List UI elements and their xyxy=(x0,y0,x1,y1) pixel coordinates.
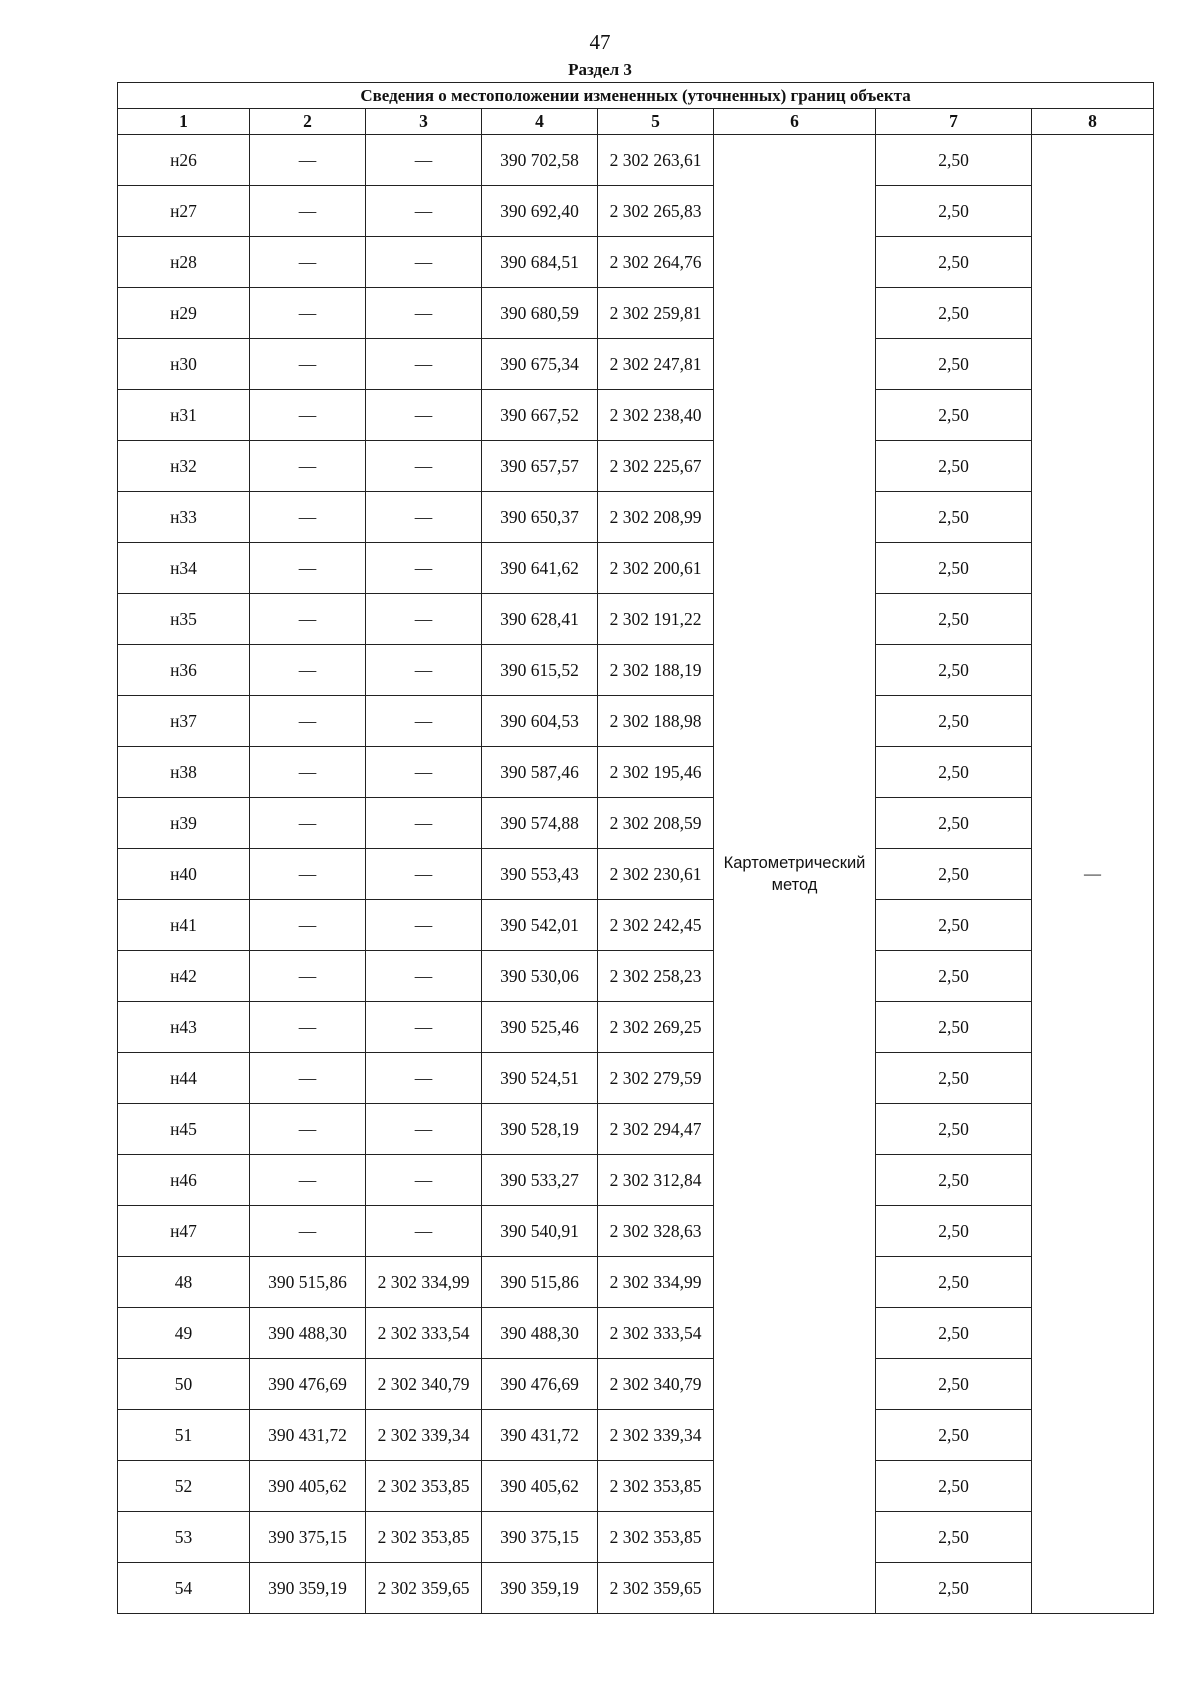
point-number-cell: 53 xyxy=(118,1512,250,1563)
page-number: 47 xyxy=(589,30,611,54)
point-number-cell: н31 xyxy=(118,390,250,441)
table-row xyxy=(118,1461,1154,1512)
new-y-cell: 2 302 328,63 xyxy=(598,1206,714,1257)
new-y-cell: 2 302 263,61 xyxy=(598,135,714,186)
old-y-cell: 2 302 353,85 xyxy=(366,1461,482,1512)
old-x-cell: 390 515,86 xyxy=(250,1257,366,1308)
old-x-cell: — xyxy=(250,798,366,849)
table-row xyxy=(118,1155,1154,1206)
point-number-cell: н28 xyxy=(118,237,250,288)
old-y-cell: — xyxy=(366,1206,482,1257)
new-y-cell: 2 302 353,85 xyxy=(598,1461,714,1512)
new-y-cell: 2 302 242,45 xyxy=(598,900,714,951)
old-x-cell: — xyxy=(250,594,366,645)
accuracy-cell: 2,50 xyxy=(876,1002,1032,1053)
old-y-cell: — xyxy=(366,849,482,900)
table-row xyxy=(118,543,1154,594)
new-x-cell: 390 684,51 xyxy=(482,237,598,288)
point-number-cell: н35 xyxy=(118,594,250,645)
old-y-cell: 2 302 353,85 xyxy=(366,1512,482,1563)
column-header: 4 xyxy=(482,109,598,135)
accuracy-cell: 2,50 xyxy=(876,798,1032,849)
old-y-cell: — xyxy=(366,951,482,1002)
new-y-cell: 2 302 258,23 xyxy=(598,951,714,1002)
table-row xyxy=(118,1002,1154,1053)
point-number-cell: н36 xyxy=(118,645,250,696)
column-header: 1 xyxy=(118,109,250,135)
point-number-cell: н38 xyxy=(118,747,250,798)
new-y-cell: 2 302 294,47 xyxy=(598,1104,714,1155)
table-row xyxy=(118,1410,1154,1461)
old-x-cell: — xyxy=(250,339,366,390)
accuracy-cell: 2,50 xyxy=(876,1308,1032,1359)
table-row xyxy=(118,1053,1154,1104)
new-y-cell: 2 302 191,22 xyxy=(598,594,714,645)
accuracy-cell: 2,50 xyxy=(876,1206,1032,1257)
new-y-cell: 2 302 247,81 xyxy=(598,339,714,390)
old-y-cell: — xyxy=(366,696,482,747)
point-number-cell: н34 xyxy=(118,543,250,594)
old-x-cell: — xyxy=(250,1206,366,1257)
old-y-cell: — xyxy=(366,543,482,594)
table-row xyxy=(118,237,1154,288)
table-caption: Сведения о местоположении измененных (уточненных) границ объекта xyxy=(118,83,1154,109)
old-x-cell: — xyxy=(250,900,366,951)
table-row xyxy=(118,1308,1154,1359)
old-x-cell: 390 375,15 xyxy=(250,1512,366,1563)
point-number-cell: н30 xyxy=(118,339,250,390)
old-x-cell: — xyxy=(250,1002,366,1053)
point-number-cell: 52 xyxy=(118,1461,250,1512)
old-y-cell: 2 302 334,99 xyxy=(366,1257,482,1308)
old-y-cell: — xyxy=(366,798,482,849)
column-header: 7 xyxy=(876,109,1032,135)
table-row xyxy=(118,849,1154,900)
new-x-cell: 390 692,40 xyxy=(482,186,598,237)
table-row xyxy=(118,951,1154,1002)
new-x-cell: 390 650,37 xyxy=(482,492,598,543)
old-y-cell: 2 302 340,79 xyxy=(366,1359,482,1410)
new-y-cell: 2 302 353,85 xyxy=(598,1512,714,1563)
old-x-cell: — xyxy=(250,441,366,492)
new-x-cell: 390 657,57 xyxy=(482,441,598,492)
new-x-cell: 390 667,52 xyxy=(482,390,598,441)
point-number-cell: н33 xyxy=(118,492,250,543)
accuracy-cell: 2,50 xyxy=(876,747,1032,798)
table-row xyxy=(118,1206,1154,1257)
new-y-cell: 2 302 359,65 xyxy=(598,1563,714,1614)
new-x-cell: 390 680,59 xyxy=(482,288,598,339)
old-x-cell: — xyxy=(250,1053,366,1104)
accuracy-cell: 2,50 xyxy=(876,1563,1032,1614)
table-row xyxy=(118,696,1154,747)
column-header: 6 xyxy=(714,109,876,135)
accuracy-cell: 2,50 xyxy=(876,951,1032,1002)
old-x-cell: — xyxy=(250,696,366,747)
old-y-cell: 2 302 359,65 xyxy=(366,1563,482,1614)
new-x-cell: 390 525,46 xyxy=(482,1002,598,1053)
new-y-cell: 2 302 195,46 xyxy=(598,747,714,798)
old-x-cell: 390 476,69 xyxy=(250,1359,366,1410)
table-row xyxy=(118,186,1154,237)
column-header: 3 xyxy=(366,109,482,135)
new-y-cell: 2 302 340,79 xyxy=(598,1359,714,1410)
point-number-cell: н47 xyxy=(118,1206,250,1257)
new-y-cell: 2 302 334,99 xyxy=(598,1257,714,1308)
method-cell: Картометрический метод xyxy=(714,135,876,1614)
old-x-cell: — xyxy=(250,1155,366,1206)
point-number-cell: н40 xyxy=(118,849,250,900)
table-row xyxy=(118,798,1154,849)
new-x-cell: 390 675,34 xyxy=(482,339,598,390)
old-y-cell: — xyxy=(366,492,482,543)
new-x-cell: 390 587,46 xyxy=(482,747,598,798)
point-number-cell: 51 xyxy=(118,1410,250,1461)
old-x-cell: — xyxy=(250,645,366,696)
table-row xyxy=(118,1257,1154,1308)
accuracy-cell: 2,50 xyxy=(876,1104,1032,1155)
new-y-cell: 2 302 339,34 xyxy=(598,1410,714,1461)
accuracy-cell: 2,50 xyxy=(876,135,1032,186)
new-x-cell: 390 542,01 xyxy=(482,900,598,951)
column-header: 2 xyxy=(250,109,366,135)
point-number-cell: н27 xyxy=(118,186,250,237)
accuracy-cell: 2,50 xyxy=(876,1512,1032,1563)
point-number-cell: 49 xyxy=(118,1308,250,1359)
table-row xyxy=(118,492,1154,543)
old-x-cell: — xyxy=(250,390,366,441)
table-row xyxy=(118,645,1154,696)
new-y-cell: 2 302 259,81 xyxy=(598,288,714,339)
point-number-cell: 50 xyxy=(118,1359,250,1410)
boundary-coordinates-table xyxy=(117,82,1154,1614)
old-y-cell: — xyxy=(366,186,482,237)
old-x-cell: — xyxy=(250,237,366,288)
new-y-cell: 2 302 208,59 xyxy=(598,798,714,849)
old-x-cell: — xyxy=(250,1104,366,1155)
point-number-cell: 48 xyxy=(118,1257,250,1308)
note-cell: — xyxy=(1032,135,1154,1614)
new-x-cell: 390 476,69 xyxy=(482,1359,598,1410)
new-x-cell: 390 702,58 xyxy=(482,135,598,186)
table-row xyxy=(118,288,1154,339)
new-y-cell: 2 302 279,59 xyxy=(598,1053,714,1104)
header-row xyxy=(118,109,1154,135)
new-y-cell: 2 302 269,25 xyxy=(598,1002,714,1053)
new-y-cell: 2 302 333,54 xyxy=(598,1308,714,1359)
new-y-cell: 2 302 230,61 xyxy=(598,849,714,900)
new-x-cell: 390 405,62 xyxy=(482,1461,598,1512)
old-x-cell: 390 488,30 xyxy=(250,1308,366,1359)
point-number-cell: н37 xyxy=(118,696,250,747)
accuracy-cell: 2,50 xyxy=(876,339,1032,390)
accuracy-cell: 2,50 xyxy=(876,237,1032,288)
table-row xyxy=(118,747,1154,798)
old-y-cell: — xyxy=(366,1104,482,1155)
column-header: 8 xyxy=(1032,109,1154,135)
table-row xyxy=(118,1563,1154,1614)
new-y-cell: 2 302 264,76 xyxy=(598,237,714,288)
new-y-cell: 2 302 225,67 xyxy=(598,441,714,492)
old-y-cell: — xyxy=(366,390,482,441)
new-x-cell: 390 533,27 xyxy=(482,1155,598,1206)
accuracy-cell: 2,50 xyxy=(876,441,1032,492)
accuracy-cell: 2,50 xyxy=(876,1257,1032,1308)
table-row xyxy=(118,1359,1154,1410)
old-y-cell: — xyxy=(366,747,482,798)
old-y-cell: — xyxy=(366,1053,482,1104)
accuracy-cell: 2,50 xyxy=(876,849,1032,900)
new-y-cell: 2 302 188,98 xyxy=(598,696,714,747)
new-y-cell: 2 302 188,19 xyxy=(598,645,714,696)
accuracy-cell: 2,50 xyxy=(876,288,1032,339)
column-header: 5 xyxy=(598,109,714,135)
new-x-cell: 390 375,15 xyxy=(482,1512,598,1563)
old-y-cell: — xyxy=(366,339,482,390)
new-y-cell: 2 302 265,83 xyxy=(598,186,714,237)
old-y-cell: 2 302 333,54 xyxy=(366,1308,482,1359)
old-y-cell: — xyxy=(366,441,482,492)
old-y-cell: — xyxy=(366,237,482,288)
table-row xyxy=(118,135,1154,186)
accuracy-cell: 2,50 xyxy=(876,1359,1032,1410)
new-x-cell: 390 431,72 xyxy=(482,1410,598,1461)
old-x-cell: 390 359,19 xyxy=(250,1563,366,1614)
old-x-cell: 390 431,72 xyxy=(250,1410,366,1461)
accuracy-cell: 2,50 xyxy=(876,645,1032,696)
point-number-cell: н43 xyxy=(118,1002,250,1053)
new-x-cell: 390 530,06 xyxy=(482,951,598,1002)
point-number-cell: н45 xyxy=(118,1104,250,1155)
table-row xyxy=(118,900,1154,951)
table-row xyxy=(118,594,1154,645)
accuracy-cell: 2,50 xyxy=(876,1053,1032,1104)
point-number-cell: н42 xyxy=(118,951,250,1002)
old-y-cell: — xyxy=(366,594,482,645)
accuracy-cell: 2,50 xyxy=(876,492,1032,543)
old-x-cell: — xyxy=(250,951,366,1002)
new-y-cell: 2 302 238,40 xyxy=(598,390,714,441)
new-x-cell: 390 628,41 xyxy=(482,594,598,645)
old-x-cell: 390 405,62 xyxy=(250,1461,366,1512)
section-title: Раздел 3 xyxy=(568,60,632,79)
old-y-cell: 2 302 339,34 xyxy=(366,1410,482,1461)
old-x-cell: — xyxy=(250,186,366,237)
new-x-cell: 390 574,88 xyxy=(482,798,598,849)
old-x-cell: — xyxy=(250,849,366,900)
point-number-cell: н39 xyxy=(118,798,250,849)
point-number-cell: н44 xyxy=(118,1053,250,1104)
accuracy-cell: 2,50 xyxy=(876,1410,1032,1461)
table-row xyxy=(118,1512,1154,1563)
new-x-cell: 390 540,91 xyxy=(482,1206,598,1257)
accuracy-cell: 2,50 xyxy=(876,186,1032,237)
new-x-cell: 390 528,19 xyxy=(482,1104,598,1155)
old-y-cell: — xyxy=(366,645,482,696)
accuracy-cell: 2,50 xyxy=(876,390,1032,441)
point-number-cell: н41 xyxy=(118,900,250,951)
old-x-cell: — xyxy=(250,492,366,543)
accuracy-cell: 2,50 xyxy=(876,900,1032,951)
old-y-cell: — xyxy=(366,135,482,186)
accuracy-cell: 2,50 xyxy=(876,1155,1032,1206)
old-y-cell: — xyxy=(366,1155,482,1206)
old-x-cell: — xyxy=(250,135,366,186)
new-x-cell: 390 515,86 xyxy=(482,1257,598,1308)
old-y-cell: — xyxy=(366,1002,482,1053)
point-number-cell: н29 xyxy=(118,288,250,339)
point-number-cell: н46 xyxy=(118,1155,250,1206)
accuracy-cell: 2,50 xyxy=(876,594,1032,645)
old-x-cell: — xyxy=(250,288,366,339)
table-row xyxy=(118,441,1154,492)
accuracy-cell: 2,50 xyxy=(876,1461,1032,1512)
new-y-cell: 2 302 200,61 xyxy=(598,543,714,594)
old-x-cell: — xyxy=(250,747,366,798)
old-x-cell: — xyxy=(250,543,366,594)
new-x-cell: 390 615,52 xyxy=(482,645,598,696)
new-y-cell: 2 302 312,84 xyxy=(598,1155,714,1206)
table-row xyxy=(118,339,1154,390)
new-y-cell: 2 302 208,99 xyxy=(598,492,714,543)
new-x-cell: 390 641,62 xyxy=(482,543,598,594)
new-x-cell: 390 553,43 xyxy=(482,849,598,900)
point-number-cell: н32 xyxy=(118,441,250,492)
table-row xyxy=(118,1104,1154,1155)
new-x-cell: 390 488,30 xyxy=(482,1308,598,1359)
point-number-cell: н26 xyxy=(118,135,250,186)
new-x-cell: 390 524,51 xyxy=(482,1053,598,1104)
accuracy-cell: 2,50 xyxy=(876,543,1032,594)
accuracy-cell: 2,50 xyxy=(876,696,1032,747)
new-x-cell: 390 359,19 xyxy=(482,1563,598,1614)
new-x-cell: 390 604,53 xyxy=(482,696,598,747)
point-number-cell: 54 xyxy=(118,1563,250,1614)
old-y-cell: — xyxy=(366,900,482,951)
table-row xyxy=(118,390,1154,441)
old-y-cell: — xyxy=(366,288,482,339)
